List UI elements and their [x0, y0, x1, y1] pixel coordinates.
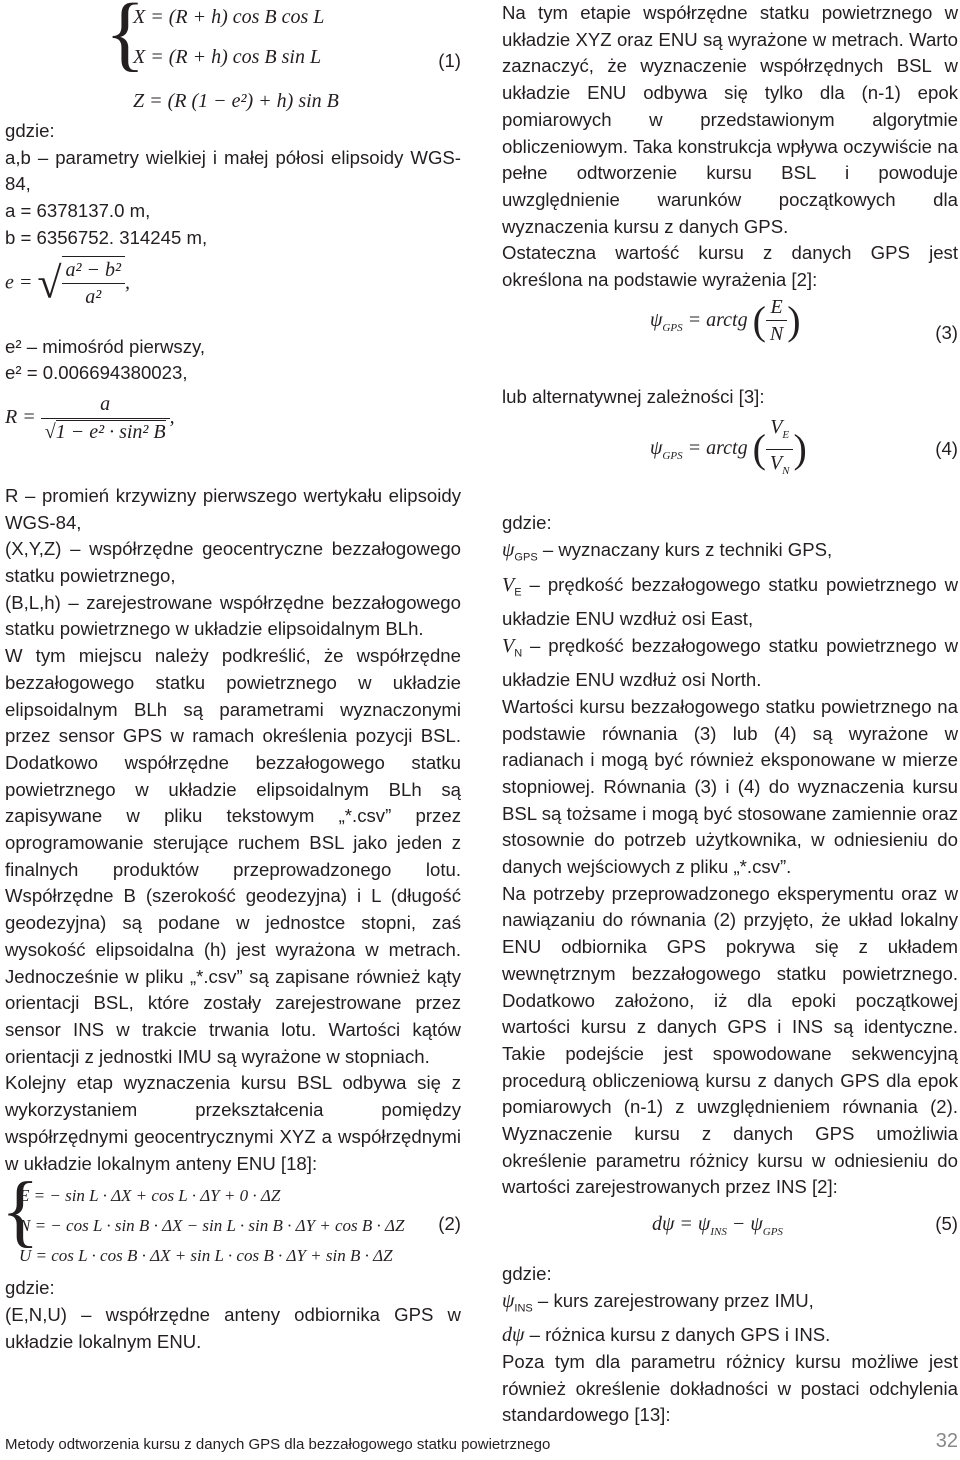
- paragraph-enu-transform: Kolejny etap wyznaczenia kursu BSL odbywa się z wykorzystaniem przekształcenia pomiędzy współrzędnymi geocentrycznymi XYZ a współrzędnymi w układzie lokalnym anteny ENU [18]:: [5, 1072, 461, 1174]
- right-paren-icon: ): [793, 426, 807, 472]
- psi-symbol-sub: GPS: [514, 551, 538, 564]
- e-formula-fraction: [62, 256, 126, 311]
- dpsi-symbol: dψ: [502, 1324, 525, 1347]
- e-formula-tail: ,: [125, 270, 131, 293]
- psi-gps-definition: [502, 537, 958, 571]
- eq5-mid: − ψ: [726, 1213, 763, 1236]
- eq3-psi-sub: GPS: [662, 321, 683, 334]
- r-formula-numerator: a: [41, 391, 170, 419]
- right-paren-icon: ): [787, 297, 801, 343]
- r-formula-lhs: R =: [5, 405, 36, 428]
- left-paren-icon: (: [752, 426, 766, 472]
- eq4-number: (4): [935, 438, 958, 460]
- e-formula-numerator: a² − b²: [62, 257, 126, 285]
- dpsi-text: – różnica kursu z danych GPS i INS.: [524, 1324, 831, 1346]
- sqrt-icon: √: [44, 420, 56, 443]
- vn-text: – prędkość bezzałogowego statku powietrznego w układzie ENU wzdłuż osi North.: [502, 634, 958, 691]
- eq1-line2: X = (R + h) cos B sin L: [133, 46, 322, 68]
- eq2-number: (2): [438, 1213, 461, 1235]
- eq1-line1: X = (R + h) cos B cos L: [133, 6, 325, 28]
- e-formula-lhs: e =: [5, 270, 33, 293]
- paragraph-units: Na tym etapie współrzędne statku powietrznego w układzie XYZ oraz ENU są wyrażone w metrach. Warto zaznaczyć, że wyznaczenie współrzędnych BSL w układzie ENU odbywa się tylko dla (n-1) epok pomiarowych w przedstawionym algorytmie obliczeniowym. Taka konstrukcja wpływa oczywiście na pełne odtworzenie kursu BSL i powoduje uwzględnienie warunków początkowych dla wyznaczenia kursu z danych GPS.: [502, 2, 958, 237]
- eq3-fraction: [766, 294, 787, 348]
- eq4-numerator-v: V: [770, 416, 783, 439]
- psi-ins-text: – kurs zarejestrowany przez IMU,: [532, 1289, 814, 1311]
- left-column: [1, 0, 461, 1355]
- equation-5: [502, 1201, 958, 1261]
- equation-2: [1, 1167, 461, 1275]
- r-formula-fraction: [41, 391, 170, 445]
- footer-title: Metody odtworzenia kursu z danych GPS dla bezzałogowego statku powietrznego: [5, 1436, 551, 1453]
- gdzie-label-4: gdzie:: [502, 1263, 552, 1285]
- ve-symbol-sub: E: [514, 586, 522, 599]
- vn-definition: [502, 633, 958, 694]
- ve-symbol: V: [502, 573, 515, 596]
- right-column: [502, 0, 958, 1429]
- psi-symbol: ψ: [502, 539, 515, 562]
- ve-text: – prędkość bezzałogowego statku powietrznego w układzie ENU wzdłuż osi East,: [502, 573, 958, 629]
- equation-4: [502, 410, 958, 510]
- e2-value: e² = 0.006694380023,: [5, 362, 188, 384]
- blh-definition: (B,L,h) – zarejestrowane współrzędne bezzałogowego statku powietrznego w układzie elipsoidalnym BLh.: [5, 591, 461, 640]
- vn-symbol: V: [502, 634, 515, 657]
- eq3-numerator: E: [766, 294, 787, 322]
- sqrt-icon: √: [37, 257, 62, 307]
- a-value: a = 6378137.0 m,: [5, 200, 151, 222]
- r-formula-denominator: 1 − e² · sin² B: [55, 420, 166, 443]
- eq2-line1: E = − sin L · ΔX + cos L · ΔY + 0 · ΔZ: [19, 1186, 281, 1206]
- eq4-numerator-sub: E: [782, 429, 790, 442]
- psi-ins-symbol-sub: INS: [514, 1302, 533, 1315]
- r-definition: R – promień krzywizny pierwszego wertykału elipsoidy WGS-84,: [5, 484, 461, 533]
- eq1-number: (1): [438, 50, 461, 71]
- r-formula: [5, 387, 461, 483]
- paragraph-course-definition: Ostateczna wartość kursu z danych GPS jest określona na podstawie wyrażenia [2]:: [502, 242, 958, 291]
- equation-3: [502, 294, 958, 384]
- page-number: 32: [935, 1430, 958, 1452]
- eq3-psi: ψ: [650, 308, 663, 331]
- psi-ins-symbol: ψ: [502, 1289, 515, 1312]
- paragraph-radians: Wartości kursu bezzałogowego statku powietrznego na podstawie równania (3) lub (4) są wyrażone w radianach i mogą być również eksponowane w mierze stopniowej. Równania (3) i (4) do wyznaczenia kursu BSL są tożsame i mogą być stosowane zamiennie oraz stosownie do potrzeb użytkownika, w odniesieniu do danych wejściowych z pliku „*.csv”.: [502, 695, 958, 878]
- eq4-psi: ψ: [650, 437, 663, 460]
- enu-definition: (E,N,U) – współrzędne anteny odbiornika GPS w układzie lokalnym ENU.: [5, 1303, 461, 1352]
- eq4-fraction: [766, 414, 794, 484]
- eq4-denominator-v: V: [769, 452, 783, 475]
- page-footer: [5, 1430, 960, 1453]
- e-formula: [5, 252, 461, 334]
- eq3-denominator: N: [769, 323, 784, 346]
- gdzie-label-2: gdzie:: [5, 1277, 55, 1299]
- xyz-definition: (X,Y,Z) – współrzędne geocentryczne bezzałogowego statku powietrznego,: [5, 538, 461, 587]
- r-formula-denominator-wrap: [41, 419, 170, 446]
- paragraph-experiment: Na potrzeby przeprowadzonego eksperymentu oraz w nawiązaniu do równania (2) przyjęto, że układ lokalny ENU odbiornika GPS pokrywa się z układem wewnętrznym bezzałogowego statku powietrznego. Dodatkowo założono, iż dla epoki początkowej wartości kursu z danych GPS i INS są identyczne. Takie podejście jest spowodowane sekwencyjną procedurą obliczeniową kursu z danych GPS dla epok pomiarowych (n-1) z uwzględnieniem równania (2). Wyznaczenie kursu z danych GPS umożliwia określenie parametru różnicy kursu w odniesieniu do wartości zarejestrowanych przez INS [2]:: [502, 882, 958, 1198]
- ab-definition: a,b – parametry wielkiej i małej półosi elipsoidy WGS-84,: [5, 146, 461, 195]
- left-paren-icon: (: [752, 297, 766, 343]
- paragraph-std-dev: Poza tym dla parametru różnicy kursu możliwe jest również określenie dokładności w postaci odchylenia standardowego [13]:: [502, 1351, 958, 1426]
- eq4-arctg: = arctg: [687, 437, 748, 460]
- r-formula-tail: ,: [169, 405, 175, 428]
- eq5-number: (5): [935, 1213, 958, 1235]
- gdzie-label: gdzie:: [5, 120, 55, 141]
- alternative-label: lub alternatywnej zależności [3]:: [502, 385, 765, 407]
- ve-definition: [502, 572, 958, 633]
- eq5-sub-gps: GPS: [762, 1226, 783, 1239]
- psi-ins-definition: [502, 1288, 958, 1322]
- equation-1-brace: {: [105, 0, 146, 80]
- e-formula-denominator: a²: [85, 286, 102, 309]
- dpsi-definition: [502, 1322, 958, 1349]
- paragraph-blh: W tym miejscu należy podkreślić, że współrzędne bezzałogowego statku powietrznego w układzie elipsoidalnym BLh są parametrami wyznaczonymi przez sensor GPS w ramach określenia pozycji BSL. Dodatkowo współrzędne bezzałogowego statku powietrznego w układzie elipsoidalnym BLh są zapisywane w pliku tekstowym „*.csv” przez oprogramowanie sterujące ruchem BSL jako jeden z finalnych produktów przeprowadzonego lotu. Współrzędne B (szerokość geodezyjna) i L (długość geodezyjna) są podane w jednostce stopni, zaś wysokość elipsoidalna (h) jest wyrażona w metrach. Jednocześnie w pliku „*.csv” są zapisane również kąty orientacji BSL, które zostały zarejestrowane przez sensor INS w trakcie trwania lotu. Wartości kątów orientacji z jednostki IMU są wyrażone w stopniach.: [5, 645, 461, 1067]
- eq3-arctg: = arctg: [687, 308, 748, 331]
- eq5-lhs: dψ = ψ: [652, 1213, 711, 1236]
- eq2-line2: N = − cos L · sin B · ΔX − sin L · sin B · ΔY + cos B · ΔZ: [19, 1216, 405, 1236]
- eq5-sub-ins: INS: [710, 1226, 727, 1239]
- eq3-number: (3): [935, 321, 958, 343]
- eq4-denominator: [766, 450, 794, 485]
- eq2-line3: U = cos L · cos B · ΔX + sin L · cos B · ΔY + sin B · ΔZ: [19, 1246, 393, 1266]
- psi-gps-text: – wyznaczany kurs z techniki GPS,: [537, 539, 833, 561]
- equation-2-brace: {: [1, 1167, 40, 1256]
- b-value: b = 6356752. 314245 m,: [5, 226, 208, 248]
- eq4-numerator: [766, 414, 794, 450]
- e2-definition: e² – mimośród pierwszy,: [5, 335, 206, 357]
- eq4-denominator-sub: N: [782, 465, 790, 478]
- vn-symbol-sub: N: [514, 647, 523, 660]
- gdzie-label-3: gdzie:: [502, 512, 552, 534]
- eq4-psi-sub: GPS: [662, 450, 683, 463]
- equation-1: [5, 0, 461, 118]
- eq1-line3: Z = (R (1 − e²) + h) sin B: [133, 90, 339, 112]
